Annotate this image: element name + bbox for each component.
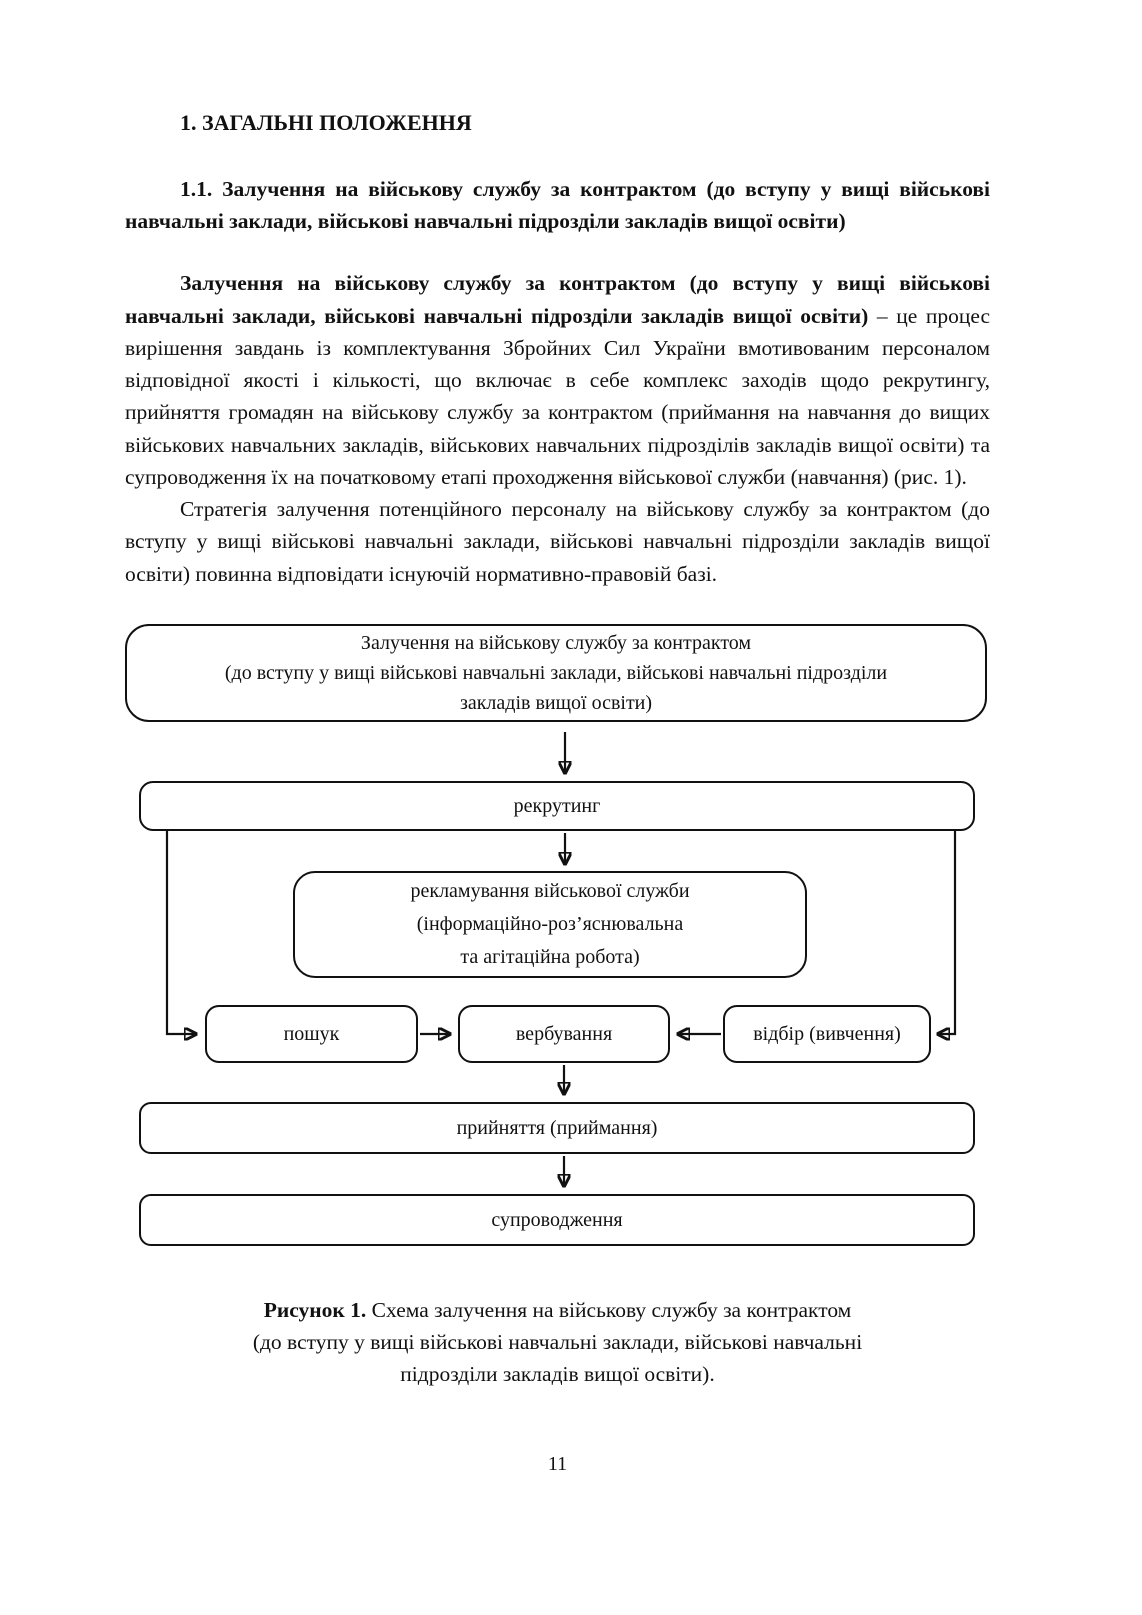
flowchart-box-attraction-line2: (до вступу у вищі військові навчальні заклади, військові навчальні підрозділи — [224, 661, 888, 684]
figure-1-flowchart — [125, 624, 991, 1248]
flowchart-box-advertising-line3: та агітаційна робота) — [460, 945, 640, 968]
paragraph-body-text: – це процес вирішення завдань із комплектування Збройних Сил України вмотивованим персоналом відповідної якості і кількості, що включає в себе комплекс заходів щодо рекрутингу, прийняття громадян на військову службу за контрактом (приймання на навчання до вищих військових навчальних закладів, військових навчальних підрозділів закладів вищої освіти) та супроводження їх на початковому етапі проходження військової служби (навчання) (рис. 1). — [125, 303, 990, 489]
paragraph-bold-lead: Залучення на військову службу за контрактом (до вступу у вищі військові навчальні заклади, військові навчальні підрозділи закладів вищої освіти) — [125, 271, 990, 328]
paragraph-strategy: Стратегія залучення потенційного персоналу на військову службу за контрактом (до вступу у вищі військові навчальні заклади, військові навчальні підрозділи закладів вищої освіти) повинна відповідати існуючій нормативно-правовій базі. — [125, 497, 990, 586]
flowchart-box-recruiting: рекрутинг — [139, 781, 975, 831]
connector-recruiting-to-selection — [938, 831, 955, 1034]
flowchart-box-advertising-line1: рекламування військової служби — [410, 879, 690, 902]
figure-caption-line3: підрозділи закладів вищої освіти). — [400, 1362, 715, 1387]
page-number: 11 — [547, 1452, 568, 1475]
flowchart-box-advertising — [293, 871, 807, 978]
flowchart-box-attraction-line1: Залучення на військову службу за контрактом — [360, 631, 752, 654]
flowchart-box-advertising-line2: (інформаційно-роз’яснювальна — [416, 912, 684, 935]
flowchart-box-support: супроводження — [139, 1194, 975, 1246]
figure-caption-line1 — [168, 1294, 948, 1326]
figure-caption — [168, 1294, 948, 1391]
flowchart-box-selection: відбір (вивчення) — [723, 1005, 931, 1063]
flowchart-box-search: пошук — [205, 1005, 418, 1063]
subsection-heading: 1.1. Залучення на військову службу за контрактом (до вступу у вищі військові навчальні заклади, військові навчальні підрозділи закладів вищої освіти) — [125, 176, 990, 234]
flowchart-box-attraction — [125, 624, 987, 722]
flowchart-box-acceptance: прийняття (приймання) — [139, 1102, 975, 1154]
figure-caption-line2: (до вступу у вищі військові навчальні заклади, військові навчальні — [252, 1330, 863, 1355]
figure-caption-line1-rest: Схема залучення на військову службу за контрактом — [366, 1297, 852, 1322]
flowchart-box-recruitment: вербування — [458, 1005, 670, 1063]
flowchart-box-attraction-line3: закладів вищої освіти) — [459, 691, 653, 714]
paragraph-definition — [125, 267, 990, 493]
section-heading: 1. ЗАГАЛЬНІ ПОЛОЖЕННЯ — [180, 110, 472, 135]
figure-caption-label: Рисунок 1. — [263, 1297, 367, 1322]
connector-recruiting-to-search — [167, 831, 196, 1034]
